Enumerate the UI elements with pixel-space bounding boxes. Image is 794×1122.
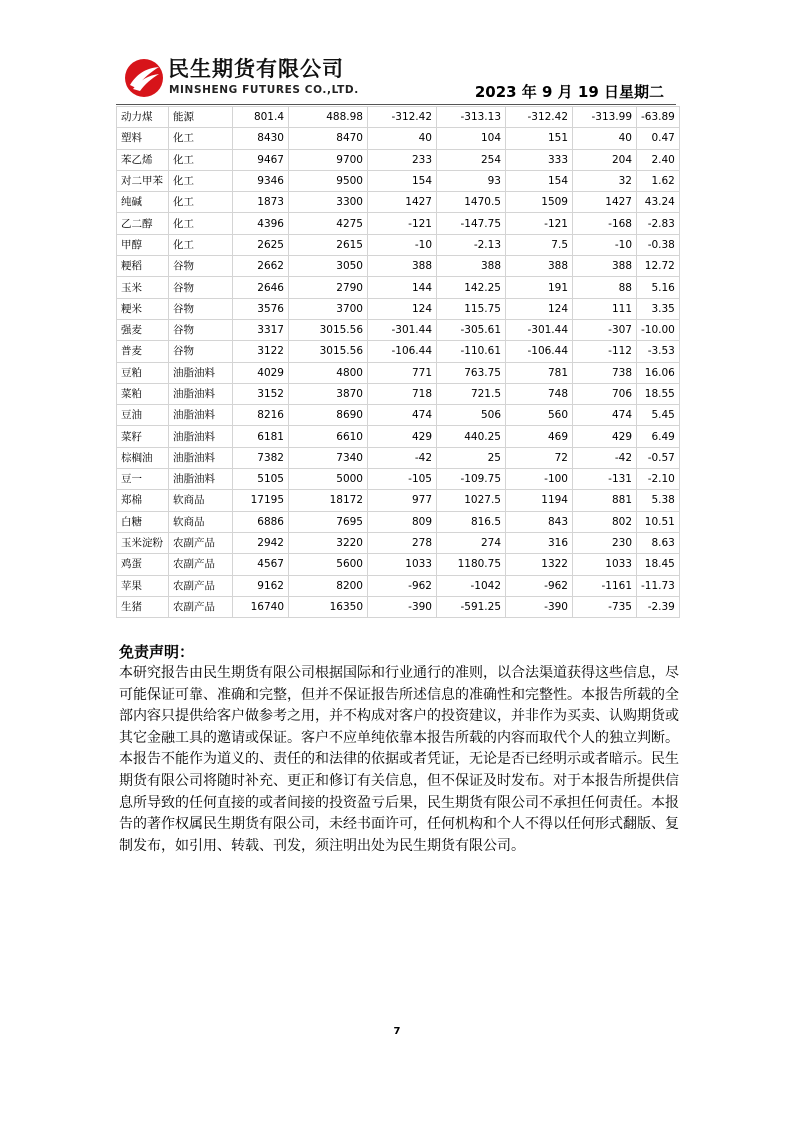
value-cell: -121 — [506, 213, 573, 234]
value-cell: 1509 — [506, 192, 573, 213]
value-cell: 3152 — [233, 383, 289, 404]
commodity-name-cell: 棕榈油 — [117, 447, 169, 468]
value-cell: -390 — [506, 596, 573, 617]
header-divider — [116, 104, 676, 105]
value-cell: 4275 — [289, 213, 368, 234]
value-cell: 843 — [506, 511, 573, 532]
table-row — [117, 298, 680, 319]
value-cell: 18.45 — [637, 554, 680, 575]
commodity-name-cell: 普麦 — [117, 341, 169, 362]
commodity-name-cell: 甲醇 — [117, 234, 169, 255]
value-cell: 440.25 — [437, 426, 506, 447]
value-cell: 9467 — [233, 149, 289, 170]
value-cell: 18.55 — [637, 383, 680, 404]
table-row — [117, 170, 680, 191]
value-cell: 560 — [506, 405, 573, 426]
value-cell: 254 — [437, 149, 506, 170]
value-cell: 6886 — [233, 511, 289, 532]
value-cell: 1.62 — [637, 170, 680, 191]
sector-cell: 油脂油料 — [169, 469, 233, 490]
value-cell: 5.16 — [637, 277, 680, 298]
value-cell: -131 — [573, 469, 637, 490]
value-cell: 40 — [573, 128, 637, 149]
commodity-name-cell: 鸡蛋 — [117, 554, 169, 575]
value-cell: -1161 — [573, 575, 637, 596]
value-cell: -313.99 — [573, 107, 637, 128]
value-cell: 8216 — [233, 405, 289, 426]
value-cell: 4029 — [233, 362, 289, 383]
value-cell: 8690 — [289, 405, 368, 426]
value-cell: 5105 — [233, 469, 289, 490]
value-cell: -2.13 — [437, 234, 506, 255]
value-cell: 1033 — [368, 554, 437, 575]
value-cell: -10.00 — [637, 319, 680, 340]
value-cell: 388 — [573, 256, 637, 277]
value-cell: 6.49 — [637, 426, 680, 447]
sector-cell: 农副产品 — [169, 596, 233, 617]
value-cell: 3300 — [289, 192, 368, 213]
table-row — [117, 469, 680, 490]
value-cell: 115.75 — [437, 298, 506, 319]
value-cell: 5600 — [289, 554, 368, 575]
value-cell: 6181 — [233, 426, 289, 447]
table-row — [117, 213, 680, 234]
value-cell: -301.44 — [506, 319, 573, 340]
value-cell: -105 — [368, 469, 437, 490]
value-cell: 429 — [573, 426, 637, 447]
company-logo — [124, 56, 364, 100]
value-cell: 2646 — [233, 277, 289, 298]
value-cell: 8.63 — [637, 532, 680, 553]
company-name-cn: 民生期货有限公司 — [168, 57, 344, 81]
commodity-name-cell: 粳米 — [117, 298, 169, 319]
value-cell: 316 — [506, 532, 573, 553]
value-cell: 93 — [437, 170, 506, 191]
value-cell: 8200 — [289, 575, 368, 596]
value-cell: 2790 — [289, 277, 368, 298]
commodity-name-cell: 玉米淀粉 — [117, 532, 169, 553]
report-date: 2023 年 9 月 19 日星期二 — [474, 83, 664, 101]
value-cell: 1322 — [506, 554, 573, 575]
commodity-name-cell: 乙二醇 — [117, 213, 169, 234]
commodity-name-cell: 菜粕 — [117, 383, 169, 404]
value-cell: 16350 — [289, 596, 368, 617]
table-row — [117, 234, 680, 255]
company-name-en: MINSHENG FUTURES CO.,LTD. — [169, 84, 359, 96]
value-cell: 7382 — [233, 447, 289, 468]
value-cell: 8430 — [233, 128, 289, 149]
commodity-name-cell: 玉米 — [117, 277, 169, 298]
table-row — [117, 383, 680, 404]
value-cell: 333 — [506, 149, 573, 170]
value-cell: -2.10 — [637, 469, 680, 490]
value-cell: 469 — [506, 426, 573, 447]
value-cell: 1873 — [233, 192, 289, 213]
table-row — [117, 341, 680, 362]
sector-cell: 油脂油料 — [169, 362, 233, 383]
commodity-name-cell: 塑料 — [117, 128, 169, 149]
value-cell: 88 — [573, 277, 637, 298]
value-cell: 506 — [437, 405, 506, 426]
value-cell: 429 — [368, 426, 437, 447]
table-row — [117, 405, 680, 426]
value-cell: -109.75 — [437, 469, 506, 490]
commodity-name-cell: 粳稻 — [117, 256, 169, 277]
value-cell: -305.61 — [437, 319, 506, 340]
sector-cell: 农副产品 — [169, 532, 233, 553]
sector-cell: 油脂油料 — [169, 426, 233, 447]
value-cell: 3015.56 — [289, 319, 368, 340]
value-cell: 16740 — [233, 596, 289, 617]
value-cell: 881 — [573, 490, 637, 511]
value-cell: -121 — [368, 213, 437, 234]
value-cell: 8470 — [289, 128, 368, 149]
value-cell: 204 — [573, 149, 637, 170]
sector-cell: 农副产品 — [169, 575, 233, 596]
value-cell: 1194 — [506, 490, 573, 511]
value-cell: 2.40 — [637, 149, 680, 170]
value-cell: 388 — [437, 256, 506, 277]
sector-cell: 谷物 — [169, 277, 233, 298]
sector-cell: 油脂油料 — [169, 383, 233, 404]
value-cell: 3015.56 — [289, 341, 368, 362]
value-cell: 142.25 — [437, 277, 506, 298]
value-cell: 1427 — [368, 192, 437, 213]
value-cell: 43.24 — [637, 192, 680, 213]
commodity-table-body — [117, 107, 680, 618]
value-cell: -962 — [368, 575, 437, 596]
value-cell: -168 — [573, 213, 637, 234]
value-cell: 3317 — [233, 319, 289, 340]
value-cell: 144 — [368, 277, 437, 298]
value-cell: -735 — [573, 596, 637, 617]
sector-cell: 谷物 — [169, 341, 233, 362]
sector-cell: 化工 — [169, 170, 233, 191]
sector-cell: 谷物 — [169, 256, 233, 277]
value-cell: -301.44 — [368, 319, 437, 340]
value-cell: 2625 — [233, 234, 289, 255]
value-cell: 977 — [368, 490, 437, 511]
value-cell: -307 — [573, 319, 637, 340]
commodity-name-cell: 强麦 — [117, 319, 169, 340]
table-row — [117, 319, 680, 340]
value-cell: 3220 — [289, 532, 368, 553]
value-cell: -110.61 — [437, 341, 506, 362]
table-row — [117, 362, 680, 383]
sector-cell: 化工 — [169, 128, 233, 149]
value-cell: -312.42 — [368, 107, 437, 128]
value-cell: 32 — [573, 170, 637, 191]
value-cell: 474 — [573, 405, 637, 426]
value-cell: 233 — [368, 149, 437, 170]
value-cell: -100 — [506, 469, 573, 490]
value-cell: 4800 — [289, 362, 368, 383]
sector-cell: 化工 — [169, 234, 233, 255]
value-cell: -0.38 — [637, 234, 680, 255]
value-cell: 274 — [437, 532, 506, 553]
value-cell: 488.98 — [289, 107, 368, 128]
value-cell: 816.5 — [437, 511, 506, 532]
value-cell: -2.39 — [637, 596, 680, 617]
commodity-name-cell: 郑棉 — [117, 490, 169, 511]
value-cell: -106.44 — [506, 341, 573, 362]
table-row — [117, 532, 680, 553]
value-cell: -42 — [368, 447, 437, 468]
table-row — [117, 256, 680, 277]
sector-cell: 谷物 — [169, 298, 233, 319]
value-cell: 17195 — [233, 490, 289, 511]
value-cell: 111 — [573, 298, 637, 319]
value-cell: -3.53 — [637, 341, 680, 362]
value-cell: 474 — [368, 405, 437, 426]
value-cell: 1427 — [573, 192, 637, 213]
value-cell: 7.5 — [506, 234, 573, 255]
value-cell: 1027.5 — [437, 490, 506, 511]
value-cell: 3576 — [233, 298, 289, 319]
disclaimer-title: 免责声明： — [119, 643, 195, 661]
sector-cell: 油脂油料 — [169, 447, 233, 468]
commodity-name-cell: 苹果 — [117, 575, 169, 596]
sector-cell: 化工 — [169, 192, 233, 213]
value-cell: 388 — [368, 256, 437, 277]
value-cell: 9346 — [233, 170, 289, 191]
commodity-name-cell: 白糖 — [117, 511, 169, 532]
value-cell: 278 — [368, 532, 437, 553]
value-cell: -591.25 — [437, 596, 506, 617]
sector-cell: 能源 — [169, 107, 233, 128]
value-cell: 0.47 — [637, 128, 680, 149]
value-cell: 721.5 — [437, 383, 506, 404]
table-row — [117, 149, 680, 170]
table-row — [117, 277, 680, 298]
value-cell: -63.89 — [637, 107, 680, 128]
value-cell: 18172 — [289, 490, 368, 511]
value-cell: 151 — [506, 128, 573, 149]
value-cell: 154 — [368, 170, 437, 191]
value-cell: 718 — [368, 383, 437, 404]
value-cell: 801.4 — [233, 107, 289, 128]
commodity-name-cell: 动力煤 — [117, 107, 169, 128]
value-cell: 154 — [506, 170, 573, 191]
value-cell: 4396 — [233, 213, 289, 234]
value-cell: -11.73 — [637, 575, 680, 596]
value-cell: -0.57 — [637, 447, 680, 468]
value-cell: 124 — [368, 298, 437, 319]
value-cell: 738 — [573, 362, 637, 383]
value-cell: 12.72 — [637, 256, 680, 277]
table-row — [117, 447, 680, 468]
table-row — [117, 128, 680, 149]
sector-cell: 农副产品 — [169, 554, 233, 575]
value-cell: 706 — [573, 383, 637, 404]
value-cell: 230 — [573, 532, 637, 553]
table-row — [117, 575, 680, 596]
value-cell: 5.38 — [637, 490, 680, 511]
value-cell: 5.45 — [637, 405, 680, 426]
commodity-name-cell: 菜籽 — [117, 426, 169, 447]
value-cell: 771 — [368, 362, 437, 383]
value-cell: 2615 — [289, 234, 368, 255]
company-logo-icon — [124, 58, 164, 98]
commodity-name-cell: 纯碱 — [117, 192, 169, 213]
value-cell: -147.75 — [437, 213, 506, 234]
value-cell: 10.51 — [637, 511, 680, 532]
table-row — [117, 596, 680, 617]
value-cell: 809 — [368, 511, 437, 532]
value-cell: -2.83 — [637, 213, 680, 234]
value-cell: 3.35 — [637, 298, 680, 319]
value-cell: 124 — [506, 298, 573, 319]
commodity-name-cell: 豆一 — [117, 469, 169, 490]
commodity-name-cell: 苯乙烯 — [117, 149, 169, 170]
value-cell: 388 — [506, 256, 573, 277]
value-cell: 2662 — [233, 256, 289, 277]
value-cell: 3122 — [233, 341, 289, 362]
value-cell: -390 — [368, 596, 437, 617]
value-cell: 4567 — [233, 554, 289, 575]
value-cell: 2942 — [233, 532, 289, 553]
table-row — [117, 490, 680, 511]
sector-cell: 化工 — [169, 149, 233, 170]
value-cell: 3050 — [289, 256, 368, 277]
sector-cell: 软商品 — [169, 490, 233, 511]
table-row — [117, 554, 680, 575]
value-cell: 16.06 — [637, 362, 680, 383]
value-cell: 25 — [437, 447, 506, 468]
value-cell: -313.13 — [437, 107, 506, 128]
value-cell: 763.75 — [437, 362, 506, 383]
table-row — [117, 192, 680, 213]
value-cell: 104 — [437, 128, 506, 149]
value-cell: 1180.75 — [437, 554, 506, 575]
commodity-name-cell: 对二甲苯 — [117, 170, 169, 191]
value-cell: -312.42 — [506, 107, 573, 128]
value-cell: 9162 — [233, 575, 289, 596]
commodity-name-cell: 生猪 — [117, 596, 169, 617]
value-cell: -962 — [506, 575, 573, 596]
value-cell: -10 — [368, 234, 437, 255]
value-cell: -10 — [573, 234, 637, 255]
sector-cell: 软商品 — [169, 511, 233, 532]
sector-cell: 油脂油料 — [169, 405, 233, 426]
commodity-name-cell: 豆粕 — [117, 362, 169, 383]
value-cell: 3700 — [289, 298, 368, 319]
value-cell: 802 — [573, 511, 637, 532]
value-cell: 5000 — [289, 469, 368, 490]
table-row — [117, 107, 680, 128]
commodity-name-cell: 豆油 — [117, 405, 169, 426]
value-cell: 9700 — [289, 149, 368, 170]
value-cell: -1042 — [437, 575, 506, 596]
commodity-table — [116, 106, 680, 618]
value-cell: -106.44 — [368, 341, 437, 362]
value-cell: 7695 — [289, 511, 368, 532]
table-row — [117, 511, 680, 532]
value-cell: 1033 — [573, 554, 637, 575]
value-cell: 6610 — [289, 426, 368, 447]
value-cell: -112 — [573, 341, 637, 362]
value-cell: 40 — [368, 128, 437, 149]
sector-cell: 谷物 — [169, 319, 233, 340]
value-cell: -42 — [573, 447, 637, 468]
sector-cell: 化工 — [169, 213, 233, 234]
value-cell: 72 — [506, 447, 573, 468]
table-row — [117, 426, 680, 447]
value-cell: 781 — [506, 362, 573, 383]
disclaimer-body: 本研究报告由民生期货有限公司根据国际和行业通行的准则，以合法渠道获得这些信息，尽可能保证可靠、准确和完整，但并不保证报告所述信息的准确性和完整性。本报告所载的全部内容只提供给客户做参考之用，并不构成对客户的投资建议，并非作为买卖、认购期货或其它金融工具的邀请或保证。客户不应单纯依靠本报告所载的内容而取代个人的独立判断。本报告不能作为道义的、责任的和法律的依据或者凭证，无论是否已经明示或者暗示。民生期货有限公司将随时补充、更正和修订有关信息，但不保证及时发布。对于本报告所提供信息所导致的任何直接的或者间接的投资盈亏后果，民生期货有限公司不承担任何责任。本报告的著作权属民生期货有限公司，未经书面许可，任何机构和个人不得以任何形式翻版、复制发布，如引用、转载、刊发，须注明出处为民生期货有限公司。 — [119, 665, 679, 854]
value-cell: 748 — [506, 383, 573, 404]
value-cell: 9500 — [289, 170, 368, 191]
page-number: 7 — [393, 1026, 401, 1037]
value-cell: 1470.5 — [437, 192, 506, 213]
value-cell: 3870 — [289, 383, 368, 404]
value-cell: 7340 — [289, 447, 368, 468]
value-cell: 191 — [506, 277, 573, 298]
